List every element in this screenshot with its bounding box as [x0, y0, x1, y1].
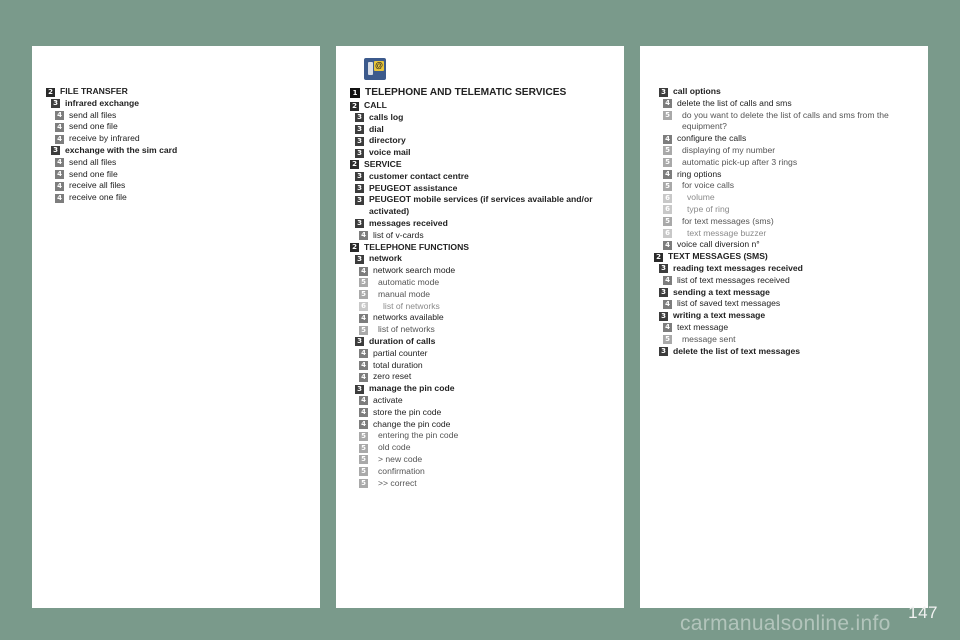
menu-item-level-4	[350, 265, 616, 277]
level-badge: 5	[663, 217, 672, 226]
level-badge: 5	[663, 146, 672, 155]
menu-item-level-4	[350, 407, 616, 419]
menu-item-level-4	[46, 133, 312, 145]
menu-item-level-3	[350, 135, 616, 147]
menu-item-level-6	[654, 204, 920, 216]
level-badge: 3	[355, 172, 364, 181]
menu-item-level-5	[654, 180, 920, 192]
menu-item-label: displaying of my number	[682, 144, 776, 155]
menu-item-label: TEXT MESSAGES (SMS)	[668, 251, 768, 262]
menu-item-label: manual mode	[378, 288, 431, 299]
menu-item-level-3	[46, 145, 312, 157]
level-badge: 3	[355, 385, 364, 394]
menu-item-level-3	[654, 263, 920, 275]
level-badge: 2	[654, 253, 663, 262]
menu-item-label: sending a text message	[673, 286, 770, 297]
menu-item-level-4	[46, 192, 312, 204]
level-badge: 2	[46, 88, 55, 97]
menu-item-label: manage the pin code	[369, 383, 455, 394]
menu-item-level-3	[350, 112, 616, 124]
menu-item-level-4	[350, 371, 616, 383]
level-badge: 6	[359, 302, 368, 311]
menu-item-label: TELEPHONE FUNCTIONS	[364, 241, 470, 252]
menu-item-level-3	[350, 147, 616, 159]
level-badge: 5	[359, 455, 368, 464]
level-badge: 3	[659, 312, 668, 321]
watermark: carmanualsonline.info	[680, 612, 891, 635]
level-badge: 4	[359, 349, 368, 358]
level-badge: 5	[359, 278, 368, 287]
menu-item-level-4	[46, 180, 312, 192]
menu-item-level-3	[654, 86, 920, 98]
menu-item-label: reading text messages received	[673, 262, 803, 273]
menu-item-label: list of networks	[383, 300, 440, 311]
menu-item-level-5	[350, 478, 616, 490]
level-badge: 4	[663, 300, 672, 309]
menu-tree-2	[350, 84, 616, 489]
level-badge: 3	[355, 184, 364, 193]
menu-item-level-4	[350, 230, 616, 242]
menu-item-label: CALL	[364, 100, 387, 110]
menu-item-label: network	[369, 253, 402, 264]
level-badge: 4	[359, 361, 368, 370]
level-badge: 5	[359, 479, 368, 488]
level-badge: 4	[663, 276, 672, 285]
level-badge: 3	[355, 137, 364, 146]
menu-item-level-3	[350, 336, 616, 348]
menu-item-level-4	[46, 121, 312, 133]
menu-item-label: receive by infrared	[69, 133, 140, 144]
level-badge: 3	[659, 264, 668, 273]
menu-item-label: directory	[369, 135, 406, 146]
menu-item-label: SERVICE	[364, 158, 402, 169]
level-badge: 6	[663, 229, 672, 238]
menu-item-level-2	[350, 159, 616, 171]
menu-item-label: > new code	[378, 453, 423, 464]
menu-item-level-4	[350, 360, 616, 372]
menu-item-label: list of networks	[378, 324, 435, 335]
level-badge: 3	[355, 149, 364, 158]
menu-item-label: store the pin code	[373, 406, 442, 417]
level-badge: 6	[663, 205, 672, 214]
menu-item-label: change the pin code	[373, 418, 451, 429]
level-badge: 3	[355, 219, 364, 228]
level-badge: 3	[51, 99, 60, 108]
menu-item-label: text message	[677, 321, 729, 332]
level-badge: 4	[55, 170, 64, 179]
menu-item-level-4	[350, 312, 616, 324]
level-badge: 3	[51, 146, 60, 155]
menu-item-label: PEUGEOT mobile services (if services available and/or activated)	[369, 194, 593, 217]
level-badge: 3	[355, 337, 364, 346]
menu-item-label: PEUGEOT assistance	[369, 182, 458, 193]
menu-item-label: automatic mode	[378, 276, 440, 287]
page-number: 147	[908, 603, 938, 622]
level-badge: 4	[359, 267, 368, 276]
level-badge: 1	[350, 88, 360, 98]
menu-item-label: duration of calls	[369, 335, 436, 346]
menu-panel-1	[32, 46, 320, 608]
level-badge: 5	[663, 111, 672, 120]
menu-item-label: calls log	[369, 111, 404, 122]
menu-item-label: voice mail	[369, 147, 411, 158]
menu-item-label: >> correct	[378, 477, 417, 488]
menu-item-level-5	[350, 430, 616, 442]
menu-item-label: zero reset	[373, 371, 412, 382]
menu-item-label: type of ring	[687, 203, 730, 214]
menu-item-level-5	[654, 157, 920, 169]
menu-item-label: volume	[687, 192, 715, 203]
level-badge: 4	[663, 323, 672, 332]
level-badge: 4	[55, 158, 64, 167]
menu-item-level-4	[46, 110, 312, 122]
menu-item-level-4	[654, 275, 920, 287]
menu-item-label: call options	[673, 86, 721, 96]
level-badge: 2	[350, 243, 359, 252]
level-badge: 5	[359, 432, 368, 441]
level-badge: 4	[663, 99, 672, 108]
menu-item-label: exchange with the sim card	[65, 144, 178, 155]
menu-item-label: customer contact centre	[369, 170, 469, 181]
level-badge: 3	[659, 288, 668, 297]
level-badge: 3	[659, 347, 668, 356]
menu-item-level-5	[654, 334, 920, 346]
menu-item-level-4	[654, 239, 920, 251]
menu-item-label: send all files	[69, 156, 117, 167]
menu-item-label: delete the list of calls and sms	[677, 97, 792, 108]
menu-item-label: text message buzzer	[687, 227, 767, 238]
menu-item-label: activate	[373, 394, 403, 405]
level-badge: 5	[663, 335, 672, 344]
menu-item-level-4	[654, 298, 920, 310]
level-badge: 5	[359, 444, 368, 453]
menu-item-label: confirmation	[378, 465, 425, 476]
menu-item-level-3	[350, 171, 616, 183]
level-badge: 5	[359, 326, 368, 335]
level-badge: 3	[355, 255, 364, 264]
menu-item-label: FILE TRANSFER	[60, 86, 128, 96]
menu-item-label: messages received	[369, 217, 448, 228]
level-badge: 5	[359, 467, 368, 476]
menu-item-level-4	[654, 98, 920, 110]
level-badge: 5	[663, 182, 672, 191]
level-badge: 4	[663, 170, 672, 179]
menu-item-label: delete the list of text messages	[673, 345, 801, 356]
menu-item-level-4	[350, 348, 616, 360]
menu-item-level-5	[350, 442, 616, 454]
level-badge: 4	[55, 135, 64, 144]
menu-item-level-5	[654, 216, 920, 228]
level-badge: 4	[359, 373, 368, 382]
menu-item-level-5	[350, 324, 616, 336]
menu-tree-3	[654, 86, 920, 357]
menu-item-label: network search mode	[373, 265, 456, 276]
level-badge: 4	[55, 182, 64, 191]
menu-item-level-4	[350, 419, 616, 431]
menu-item-label: ring options	[677, 168, 722, 179]
menu-item-label: do you want to delete the list of calls and sms from the equipment?	[682, 109, 889, 132]
menu-item-level-1	[350, 86, 616, 99]
menu-item-label: list of saved text messages	[677, 298, 781, 309]
menu-item-label: TELEPHONE AND TELEMATIC SERVICES	[365, 87, 567, 98]
menu-item-level-3	[654, 287, 920, 299]
level-badge: 4	[55, 111, 64, 120]
menu-item-label: message sent	[682, 333, 736, 344]
phone-icon	[368, 62, 373, 75]
level-badge: 5	[663, 158, 672, 167]
menu-item-label: total duration	[373, 359, 423, 370]
menu-panel-2	[336, 46, 624, 608]
menu-item-label: partial counter	[373, 347, 428, 358]
level-badge: 2	[350, 102, 359, 111]
menu-item-label: dial	[369, 123, 384, 134]
menu-item-label: infrared exchange	[65, 97, 140, 108]
menu-item-level-6	[654, 228, 920, 240]
menu-panel-3	[640, 46, 928, 608]
phone-at-icon	[364, 58, 386, 80]
level-badge: 4	[55, 194, 64, 203]
menu-item-level-2	[350, 100, 616, 112]
level-badge: 4	[359, 420, 368, 429]
menu-item-label: writing a text message	[673, 310, 766, 321]
menu-item-label: for voice calls	[682, 180, 735, 191]
menu-item-label: receive one file	[69, 192, 127, 203]
menu-item-label: networks available	[373, 312, 444, 323]
menu-item-level-4	[46, 169, 312, 181]
menu-item-label: send all files	[69, 109, 117, 120]
menu-item-level-3	[350, 124, 616, 136]
menu-item-level-5	[350, 454, 616, 466]
level-badge: 4	[359, 231, 368, 240]
menu-item-level-5	[350, 466, 616, 478]
level-badge: 4	[663, 135, 672, 144]
menu-tree-1	[46, 86, 312, 204]
level-badge: 2	[350, 160, 359, 169]
level-badge: 4	[663, 241, 672, 250]
menu-item-label: receive all files	[69, 180, 126, 191]
level-badge: 4	[359, 408, 368, 417]
menu-item-level-6	[350, 301, 616, 313]
menu-item-level-4	[654, 169, 920, 181]
menu-item-level-3	[46, 98, 312, 110]
level-badge: 4	[55, 123, 64, 132]
menu-item-level-3	[350, 383, 616, 395]
level-badge: 3	[355, 113, 364, 122]
menu-item-level-2	[350, 242, 616, 254]
menu-item-level-5	[654, 110, 920, 134]
level-badge: 3	[355, 125, 364, 134]
level-badge: 3	[355, 196, 364, 205]
menu-item-level-4	[654, 133, 920, 145]
menu-item-label: automatic pick-up after 3 rings	[682, 156, 798, 167]
menu-item-level-3	[350, 194, 616, 218]
menu-item-level-3	[654, 346, 920, 358]
menu-item-level-2	[46, 86, 312, 98]
menu-item-label: voice call diversion n°	[677, 239, 760, 250]
menu-item-label: for text messages (sms)	[682, 215, 774, 226]
menu-item-label: send one file	[69, 168, 118, 179]
level-badge: 3	[659, 88, 668, 97]
menu-item-level-5	[350, 277, 616, 289]
menu-item-level-3	[350, 218, 616, 230]
menu-item-label: old code	[378, 442, 411, 453]
menu-item-level-3	[654, 310, 920, 322]
level-badge: 4	[359, 396, 368, 405]
at-sign-icon: @	[375, 61, 383, 70]
menu-item-label: configure the calls	[677, 133, 747, 144]
level-badge: 5	[359, 290, 368, 299]
menu-item-level-3	[350, 253, 616, 265]
menu-item-level-2	[654, 251, 920, 263]
menu-item-level-4	[654, 322, 920, 334]
menu-item-label: list of text messages received	[677, 274, 790, 285]
level-badge: 6	[663, 194, 672, 203]
menu-item-label: list of v-cards	[373, 229, 424, 240]
level-badge: 4	[359, 314, 368, 323]
menu-item-level-4	[350, 395, 616, 407]
menu-item-level-4	[46, 157, 312, 169]
menu-item-level-3	[350, 183, 616, 195]
menu-item-level-5	[654, 145, 920, 157]
menu-item-level-6	[654, 192, 920, 204]
menu-item-label: send one file	[69, 121, 118, 132]
menu-item-label: entering the pin code	[378, 430, 459, 441]
menu-item-level-5	[350, 289, 616, 301]
